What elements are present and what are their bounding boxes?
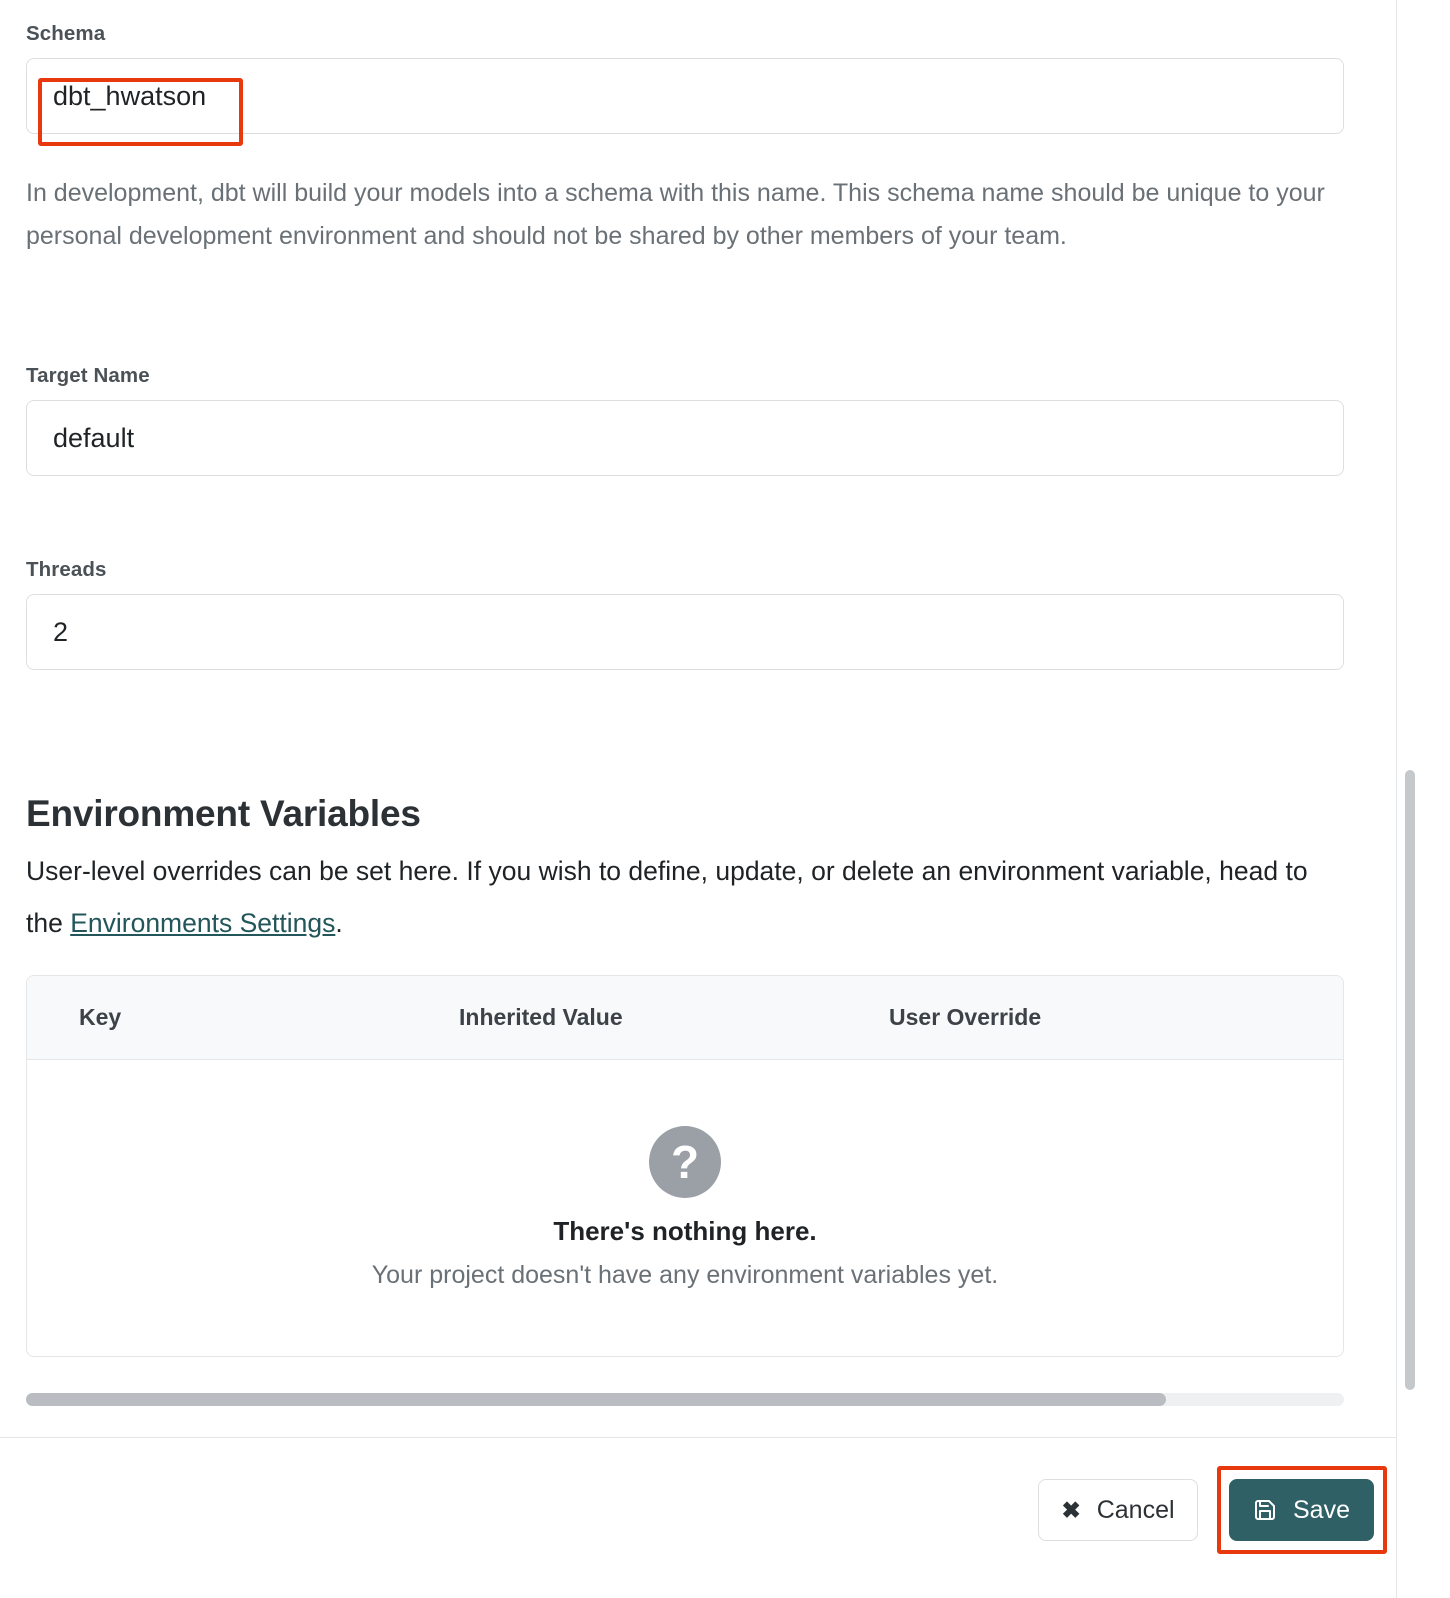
column-header-user-override: User Override xyxy=(889,1004,1042,1030)
schema-field-group xyxy=(26,22,1344,134)
table-header-row xyxy=(27,976,1343,1060)
save-button[interactable] xyxy=(1229,1479,1374,1541)
environment-variables-table xyxy=(26,975,1344,1357)
panel-divider xyxy=(1396,0,1397,1598)
target-name-input[interactable] xyxy=(26,400,1344,476)
env-desc-part1: User-level overrides can be set here. If you wish to define, update, or delete an environment variable, head to the xyxy=(26,856,1308,938)
target-name-label: Target Name xyxy=(26,364,150,387)
threads-label: Threads xyxy=(26,558,107,581)
save-button-label: Save xyxy=(1293,1495,1350,1524)
table-horizontal-scrollbar-thumb[interactable] xyxy=(26,1393,1166,1406)
schema-input-value: dbt_hwatson xyxy=(53,80,207,111)
empty-state-title: There's nothing here. xyxy=(553,1216,817,1246)
column-header-inherited-value: Inherited Value xyxy=(459,1004,623,1030)
schema-help-text: In development, dbt will build your models into a schema with this name. This schema name should be unique to your personal development environment and should not be shared by other members of your team. xyxy=(26,179,1325,250)
environment-variables-description xyxy=(26,845,1346,949)
target-name-field-group xyxy=(26,364,1344,476)
page-scrollbar-thumb[interactable] xyxy=(1405,770,1415,1390)
close-icon: ✖ xyxy=(1061,1496,1081,1523)
empty-state xyxy=(27,1060,1343,1356)
column-header-key: Key xyxy=(79,1004,122,1030)
floppy-disk-icon xyxy=(1253,1498,1277,1522)
env-desc-part2: . xyxy=(335,908,343,938)
environment-variables-heading: Environment Variables xyxy=(26,793,421,834)
target-name-input-value: default xyxy=(53,422,135,453)
empty-state-subtitle: Your project doesn't have any environment variables yet. xyxy=(371,1261,999,1289)
schema-input[interactable] xyxy=(26,58,1344,134)
cancel-button-label: Cancel xyxy=(1096,1495,1175,1524)
schema-label: Schema xyxy=(26,22,106,45)
cancel-button[interactable] xyxy=(1038,1479,1198,1541)
threads-input[interactable] xyxy=(26,594,1344,670)
environments-settings-link[interactable]: Environments Settings xyxy=(70,908,336,938)
threads-field-group xyxy=(26,558,1344,670)
question-mark-icon: ? xyxy=(649,1126,721,1198)
threads-input-value: 2 xyxy=(53,616,69,647)
